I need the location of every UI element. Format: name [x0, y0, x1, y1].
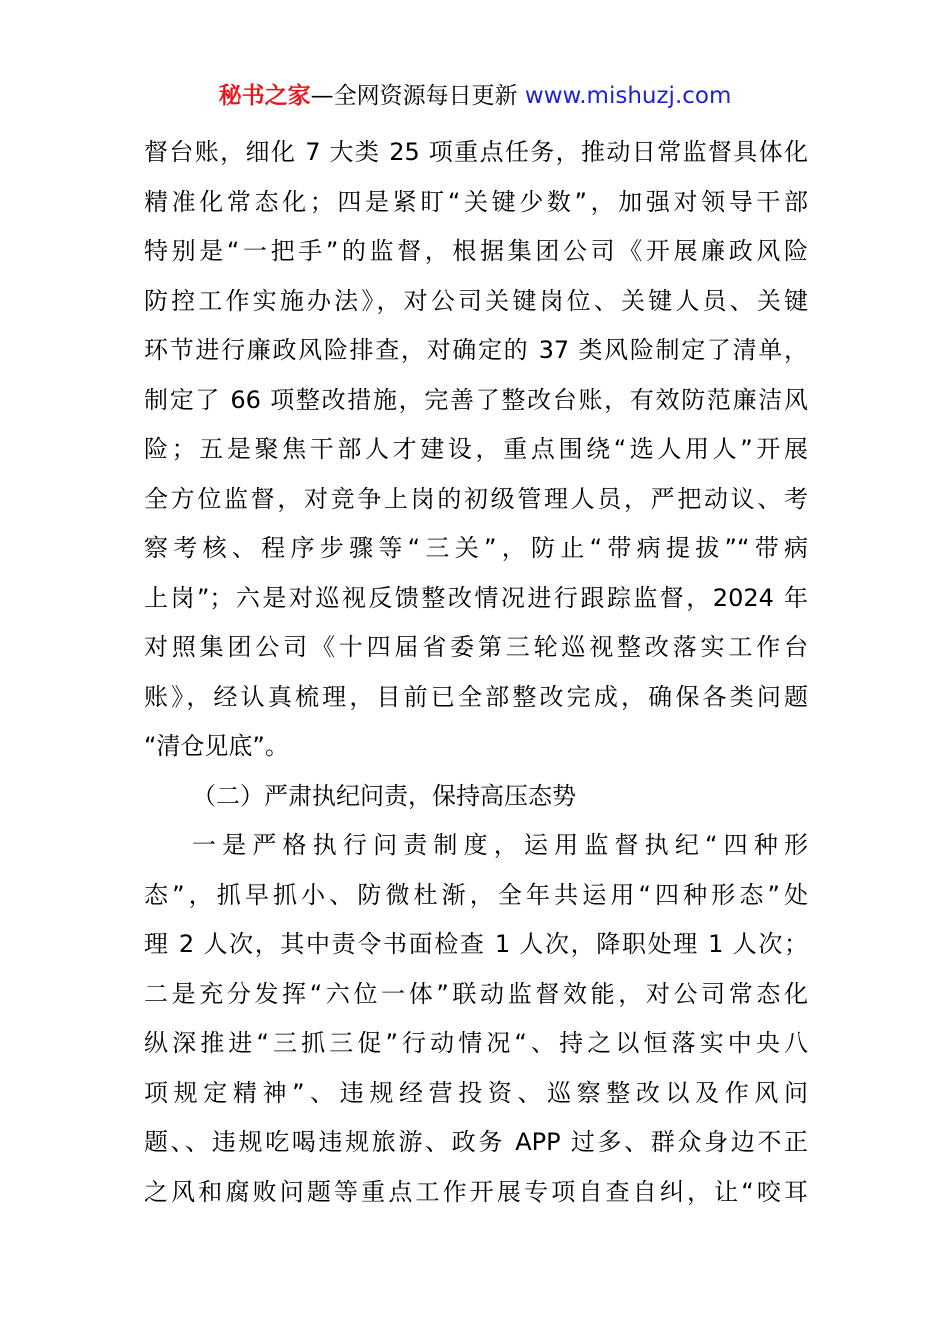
body-line: 对照集团公司《十四届省委第三轮巡视整改落实工作台 — [144, 633, 808, 661]
para-line: 题、、违规吃喝违规旅游、政务 APP 过多、群众身边不正 — [144, 1128, 808, 1156]
page-header — [0, 80, 950, 112]
body-line: 防控工作实施办法》，对公司关键岗位、关键人员、关键 — [144, 286, 808, 315]
body-line: 特别是“一把手”的监督，根据集团公司《开展廉政风险 — [144, 237, 808, 265]
header-tagline: —全网资源每日更新 — [310, 83, 518, 109]
body-line: 全方位监督，对竞争上岗的初级管理人员，严把动议、考 — [144, 484, 808, 513]
body-line: 精准化常态化；四是紧盯“关键少数”，加强对领导干部 — [144, 187, 808, 216]
body-line: 险；五是聚焦干部人才建设，重点围绕“选人用人”开展 — [144, 435, 808, 463]
body-line: 察考核、程序步骤等“三关”，防止“带病提拔”“带病 — [144, 534, 808, 562]
body-line: 督台账，细化 7 大类 25 项重点任务，推动日常监督具体化 — [144, 138, 808, 166]
body-line: 上岗”；六是对巡视反馈整改情况进行跟踪监督，2024 年 — [144, 583, 808, 612]
header-url-link[interactable]: www.mishuzj.com — [524, 83, 732, 109]
para-line: 二是充分发挥“六位一体”联动监督效能，对公司常态化 — [144, 979, 808, 1008]
body-line: 环节进行廉政风险排查，对确定的 37 类风险制定了清单， — [144, 336, 808, 364]
para-line: 态”，抓早抓小、防微杜渐，全年共运用“四种形态”处 — [144, 880, 808, 909]
body-line-last: “清仓见底”。 — [144, 732, 289, 760]
document-body — [144, 128, 808, 1217]
body-line: 账》，经认真梳理，目前已全部整改完成，确保各类问题 — [144, 682, 808, 711]
para-line: 项规定精神”、违规经营投资、巡察整改以及作风问 — [144, 1078, 808, 1107]
body-line: 制定了 66 项整改措施，完善了整改台账，有效防范廉洁风 — [144, 385, 808, 414]
header-brand: 秘书之家 — [218, 83, 311, 109]
para-line: 理 2 人次，其中责令书面检查 1 人次，降职处理 1 人次； — [144, 930, 808, 958]
para-line: 之风和腐败问题等重点工作开展专项自查自纠，让“咬耳 — [144, 1177, 808, 1206]
section-heading: （二）严肃执纪问责，保持高压态势 — [192, 781, 576, 810]
para-line-first: 一是严格执行问责制度，运用监督执纪“四种形 — [192, 831, 808, 859]
para-line: 纵深推进“三抓三促”行动情况“、持之以恒落实中央八 — [144, 1029, 808, 1057]
